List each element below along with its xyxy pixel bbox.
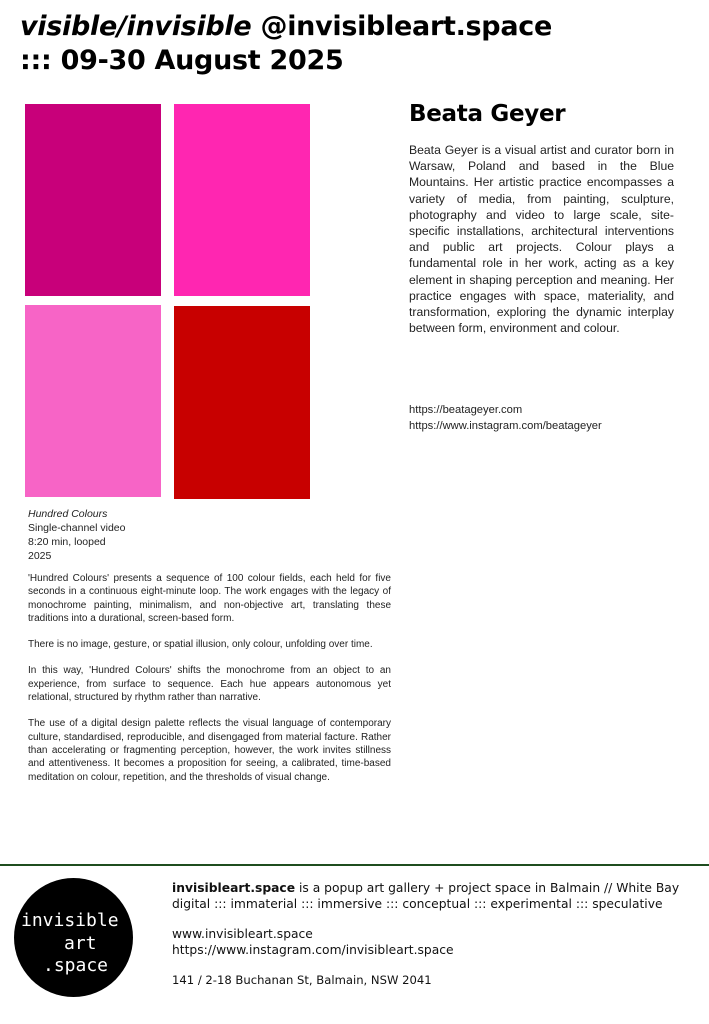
gallery-address: 141 / 2-18 Buchanan St, Balmain, NSW 2041 (172, 973, 432, 987)
artist-bio: Beata Geyer is a visual artist and curator born in Warsaw, Poland and based in the Blue Mountains. Her artistic practice encompasses a variety of media, from painting, sculpture, photography and video to large scale, site-specific installations, architectural interventions and public art projects. Colour plays a fundamental role in her work, acting as a key element in shaping perception and meaning. Her practice engages with space, materiality, and transformation, exploring the dynamic interplay between form, environment and colour. (409, 143, 674, 336)
artwork-year: 2025 (28, 550, 52, 562)
gallery-handle: @invisibleart.space (251, 11, 552, 42)
colour-swatch-light-pink (25, 305, 161, 497)
colour-swatch-red (174, 306, 310, 499)
gallery-brand-name: invisibleart.space (172, 881, 296, 895)
footer-divider (0, 864, 709, 866)
artwork-medium: Single-channel video (28, 522, 126, 534)
footer-info (172, 880, 702, 988)
header-title-line (20, 10, 700, 44)
artist-website-link[interactable]: https://beatageyer.com (409, 404, 523, 416)
gallery-tagline (172, 880, 702, 896)
artist-links (409, 402, 602, 434)
exhibition-dates: ::: 09-30 August 2025 (20, 45, 344, 76)
gallery-instagram-link[interactable]: https://www.instagram.com/invisibleart.space (172, 943, 454, 957)
artwork-caption (28, 507, 125, 563)
tagline-text: is a popup art gallery + project space in Balmain // White Bay (295, 881, 680, 895)
artwork-description (28, 572, 391, 797)
artist-instagram-link[interactable]: https://www.instagram.com/beatageyer (409, 420, 602, 432)
description-paragraph: 'Hundred Colours' presents a sequence of 100 colour fields, each held for five seconds in a continuous eight-minute loop. The work engages with the legacy of monochrome painting, minimalism, and non-objective art, translating these traditions into a durational, screen-based form. (28, 573, 391, 624)
artwork-duration: 8:20 min, looped (28, 536, 106, 548)
logo-text-line: .space (43, 955, 109, 976)
colour-swatch-magenta (25, 104, 161, 296)
description-paragraph: In this way, 'Hundred Colours' shifts the monochrome from an object to an experience, from surface to sequence. Each hue appears autonomous yet relational, structured by rhythm rather than narrative. (28, 665, 391, 704)
gallery-logo (14, 878, 133, 997)
exhibition-title: visible/invisible (20, 11, 252, 42)
artwork-title: Hundred Colours (28, 508, 108, 520)
description-paragraph: There is no image, gesture, or spatial illusion, only colour, unfolding over time. (28, 639, 373, 651)
logo-text-line: invisible (21, 910, 119, 931)
artist-name: Beata Geyer (409, 101, 566, 127)
page-header (20, 10, 700, 78)
gallery-website-link[interactable]: www.invisibleart.space (172, 927, 313, 941)
gallery-keywords: digital ::: immaterial ::: immersive ::: conceptual ::: experimental ::: speculative (172, 897, 663, 911)
description-paragraph: The use of a digital design palette reflects the visual language of contemporary culture, standardised, reproducible, and disengaged from material facture. Rather than accelerating or fragmenting perception, however, the work invites stillness and attentiveness. It becomes a proposition for seeing, a calibrated, time-based meditation on colour, repetition, and the thresholds of visual change. (28, 718, 391, 783)
colour-swatch-hot-pink (174, 104, 310, 296)
logo-text-line: art (64, 933, 97, 954)
